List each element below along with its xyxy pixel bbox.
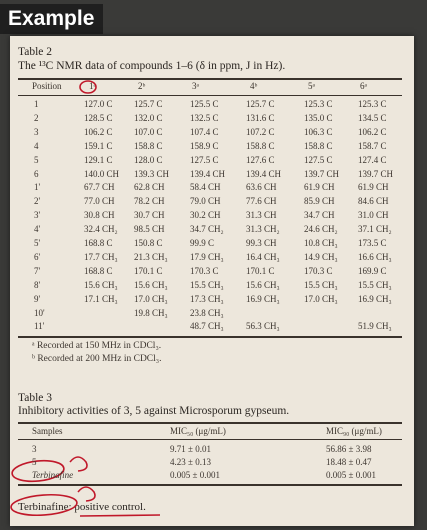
shift-cell: 21.3 CH₃ [134,251,168,262]
underline-mark-note [80,515,160,516]
table2-footnote-b: ᵇ Recorded at 200 MHz in CDCl₃. [32,354,162,364]
shift-cell: 125.3 C [358,99,387,109]
shift-cell: 127.0 C [84,99,113,109]
shift-cell: 98.5 CH [134,224,165,235]
table2-header-1: 1ᵃ [89,81,96,91]
position-cell: 2' [34,196,41,207]
shift-cell: 17.0 CH₃ [134,293,168,304]
shift-cell: 30.7 CH [134,210,165,221]
shift-cell: 168.8 C [84,265,113,276]
shift-cell: 62.8 CH [134,182,165,193]
shift-cell: 61.9 CH [304,182,335,193]
shift-cell: 128.5 C [84,112,113,123]
shift-cell: 140.0 CH [84,168,120,179]
table2-title: The ¹³C NMR data of compounds 1–6 (δ in ppm, J in Hz). [18,60,286,72]
shift-cell: 16.6 CH₃ [358,251,392,262]
position-cell: 4 [34,140,39,151]
shift-cell: 134.5 C [358,112,387,123]
shift-cell: 15.5 CH₃ [304,279,338,290]
shift-cell: 132.5 C [190,112,219,123]
shift-cell: 34.7 CH₂ [190,224,224,235]
table2-caption: Table 2 [18,46,53,58]
shift-cell: 16.4 CH₃ [246,251,280,262]
position-cell: 7' [34,265,41,276]
table-row [10,280,414,292]
shift-cell: 106.2 C [358,126,387,137]
shift-cell: 17.7 CH₃ [84,251,118,262]
shift-cell: 128.0 C [134,154,163,165]
shift-cell: 77.6 CH [246,196,277,207]
shift-cell: 31.3 CH₂ [246,224,280,235]
position-cell: 3 [34,126,39,137]
shift-cell: 139.7 CH [304,168,340,179]
mic-cell: 18.48 ± 0.47 [326,457,372,467]
shift-cell: 17.3 CH₃ [190,293,224,304]
sample-cell: 5 [32,457,37,467]
table-row [10,321,414,333]
shift-cell: 23.8 CH₃ [190,307,224,318]
shift-cell: 139.7 CH [358,168,394,179]
shift-cell: 170.1 C [134,265,163,276]
table-row [10,196,414,208]
shift-cell: 17.0 CH₃ [304,293,338,304]
shift-cell: 34.7 CH [304,210,335,221]
shift-cell: 170.3 C [304,265,333,276]
example-banner: Example [0,4,103,34]
shift-cell: 15.6 CH₃ [134,279,168,290]
table3-header-mic50: MIC₅₀ (μg/mL) [170,426,226,436]
shift-cell: 173.5 C [358,238,387,248]
shift-cell: 16.9 CH₃ [246,293,280,304]
shift-cell: 24.6 CH₂ [304,224,338,235]
shift-cell: 139.4 CH [246,168,282,179]
table-row [10,182,414,194]
position-cell: 1 [34,99,39,109]
shift-cell: 77.0 CH [84,196,115,207]
shift-cell: 106.3 C [304,126,333,137]
shift-cell: 31.3 CH [246,210,277,221]
table3-header-samples: Samples [32,426,63,436]
position-cell: 10' [34,307,45,318]
shift-cell: 56.3 CH₃ [246,321,280,332]
table-row [10,308,414,320]
shift-cell: 150.8 C [134,238,163,248]
table-row [10,210,414,222]
position-cell: 6 [34,168,39,179]
table-row [10,169,414,181]
mic-cell: 0.005 ± 0.001 [326,470,376,480]
position-cell: 4' [34,224,41,235]
scribble-mark-terbinafine [70,457,87,471]
shift-cell: 19.8 CH₃ [134,307,168,318]
shift-cell: 158.9 C [190,140,219,151]
shift-cell: 107.4 C [190,126,219,137]
shift-cell: 127.4 C [358,154,387,165]
table-row [10,238,414,250]
shift-cell: 63.6 CH [246,182,277,193]
shift-cell: 170.3 C [190,265,219,276]
shift-cell: 125.7 C [246,99,275,109]
table-row [10,266,414,278]
table3-header-mic90: MIC₉₀ (μg/mL) [326,426,382,436]
position-cell: 8' [34,279,41,290]
shift-cell: 106.2 C [84,126,113,137]
shift-cell: 168.8 C [84,238,113,248]
shift-cell: 158.8 C [246,140,275,151]
shift-cell: 17.9 CH₃ [190,251,224,262]
shift-cell: 15.6 CH₃ [84,279,118,290]
shift-cell: 30.2 CH [190,210,221,221]
shift-cell: 107.0 C [134,126,163,137]
mic-cell: 4.23 ± 0.13 [170,457,211,467]
position-cell: 1' [34,182,41,193]
table-row [10,155,414,167]
table3-title: Inhibitory activities of 3, 5 against Microsporum gypseum. [18,405,290,417]
circle-mark-header [80,81,96,93]
shift-cell: 139.4 CH [190,168,226,179]
table2-header-4: 4ᵇ [250,81,258,91]
table2-header-6: 6ᵃ [360,81,367,91]
sample-cell: 3 [32,444,37,454]
table2-header-3: 3ᵃ [192,81,199,91]
position-cell: 5 [34,154,39,165]
position-cell: 2 [34,112,39,123]
mic-cell: 56.86 ± 3.98 [326,444,372,454]
sample-cell: Terbinafine [32,470,74,480]
position-cell: 9' [34,293,41,304]
shift-cell: 14.9 CH₃ [304,251,338,262]
table2-header-2: 2ᵇ [138,81,146,91]
shift-cell: 31.0 CH [358,210,389,221]
shift-cell: 125.3 C [304,99,333,109]
position-cell: 5' [34,238,41,248]
shift-cell: 10.8 CH₃ [304,238,338,248]
shift-cell: 84.6 CH [358,196,389,207]
shift-cell: 127.6 C [246,154,275,165]
mic-cell: 9.71 ± 0.01 [170,444,211,454]
shift-cell: 58.4 CH [190,182,221,193]
shift-cell: 78.2 CH [134,196,165,207]
table-row [10,127,414,139]
table-row [10,99,414,111]
table-row [10,252,414,264]
table-row [10,224,414,236]
shift-cell: 107.2 C [246,126,275,137]
shift-cell: 158.7 C [358,140,387,151]
position-cell: 11' [34,321,45,332]
shift-cell: 48.7 CH₃ [190,321,224,332]
table2-footnote-a: ᵃ Recorded at 150 MHz in CDCl₃. [32,341,162,351]
shift-cell: 15.5 CH₃ [190,279,224,290]
shift-cell: 125.5 C [190,99,219,109]
shift-cell: 158.8 C [304,140,333,151]
shift-cell: 159.1 C [84,140,113,151]
shift-cell: 32.4 CH₂ [84,224,118,235]
table2-header-5: 5ᵃ [308,81,315,91]
shift-cell: 99.3 CH [246,238,277,248]
shift-cell: 67.7 CH [84,182,115,193]
shift-cell: 129.1 C [84,154,113,165]
position-cell: 6' [34,251,41,262]
circle-mark-note [10,493,77,518]
shift-cell: 79.0 CH [190,196,221,207]
position-cell: 3' [34,210,41,221]
shift-cell: 15.6 CH₃ [246,279,280,290]
shift-cell: 169.9 C [358,265,387,276]
shift-cell: 51.9 CH₃ [358,321,392,332]
shift-cell: 125.7 C [134,99,163,109]
shift-cell: 30.8 CH [84,210,115,221]
shift-cell: 139.3 CH [134,168,170,179]
shift-cell: 16.9 CH₃ [358,293,392,304]
shift-cell: 127.5 C [190,154,219,165]
shift-cell: 158.8 C [134,140,163,151]
positive-control-note: Terbinafine: positive control. [18,501,146,513]
table-row [10,141,414,153]
shift-cell: 15.5 CH₃ [358,279,392,290]
table-row [10,294,414,306]
shift-cell: 131.6 C [246,112,275,123]
table3-caption: Table 3 [18,392,53,404]
table-row [10,113,414,125]
shift-cell: 37.1 CH₂ [358,224,392,235]
scribble-mark-note [78,487,95,501]
shift-cell: 127.5 C [304,154,333,165]
document-page [10,36,414,526]
mic-cell: 0.005 ± 0.001 [170,470,220,480]
table2-header-position: Position [32,81,62,91]
shift-cell: 85.9 CH [304,196,335,207]
shift-cell: 170.1 C [246,265,275,276]
shift-cell: 135.0 C [304,112,333,123]
shift-cell: 99.9 C [190,238,215,248]
shift-cell: 17.1 CH₃ [84,293,118,304]
shift-cell: 61.9 CH [358,182,389,193]
shift-cell: 132.0 C [134,112,163,123]
